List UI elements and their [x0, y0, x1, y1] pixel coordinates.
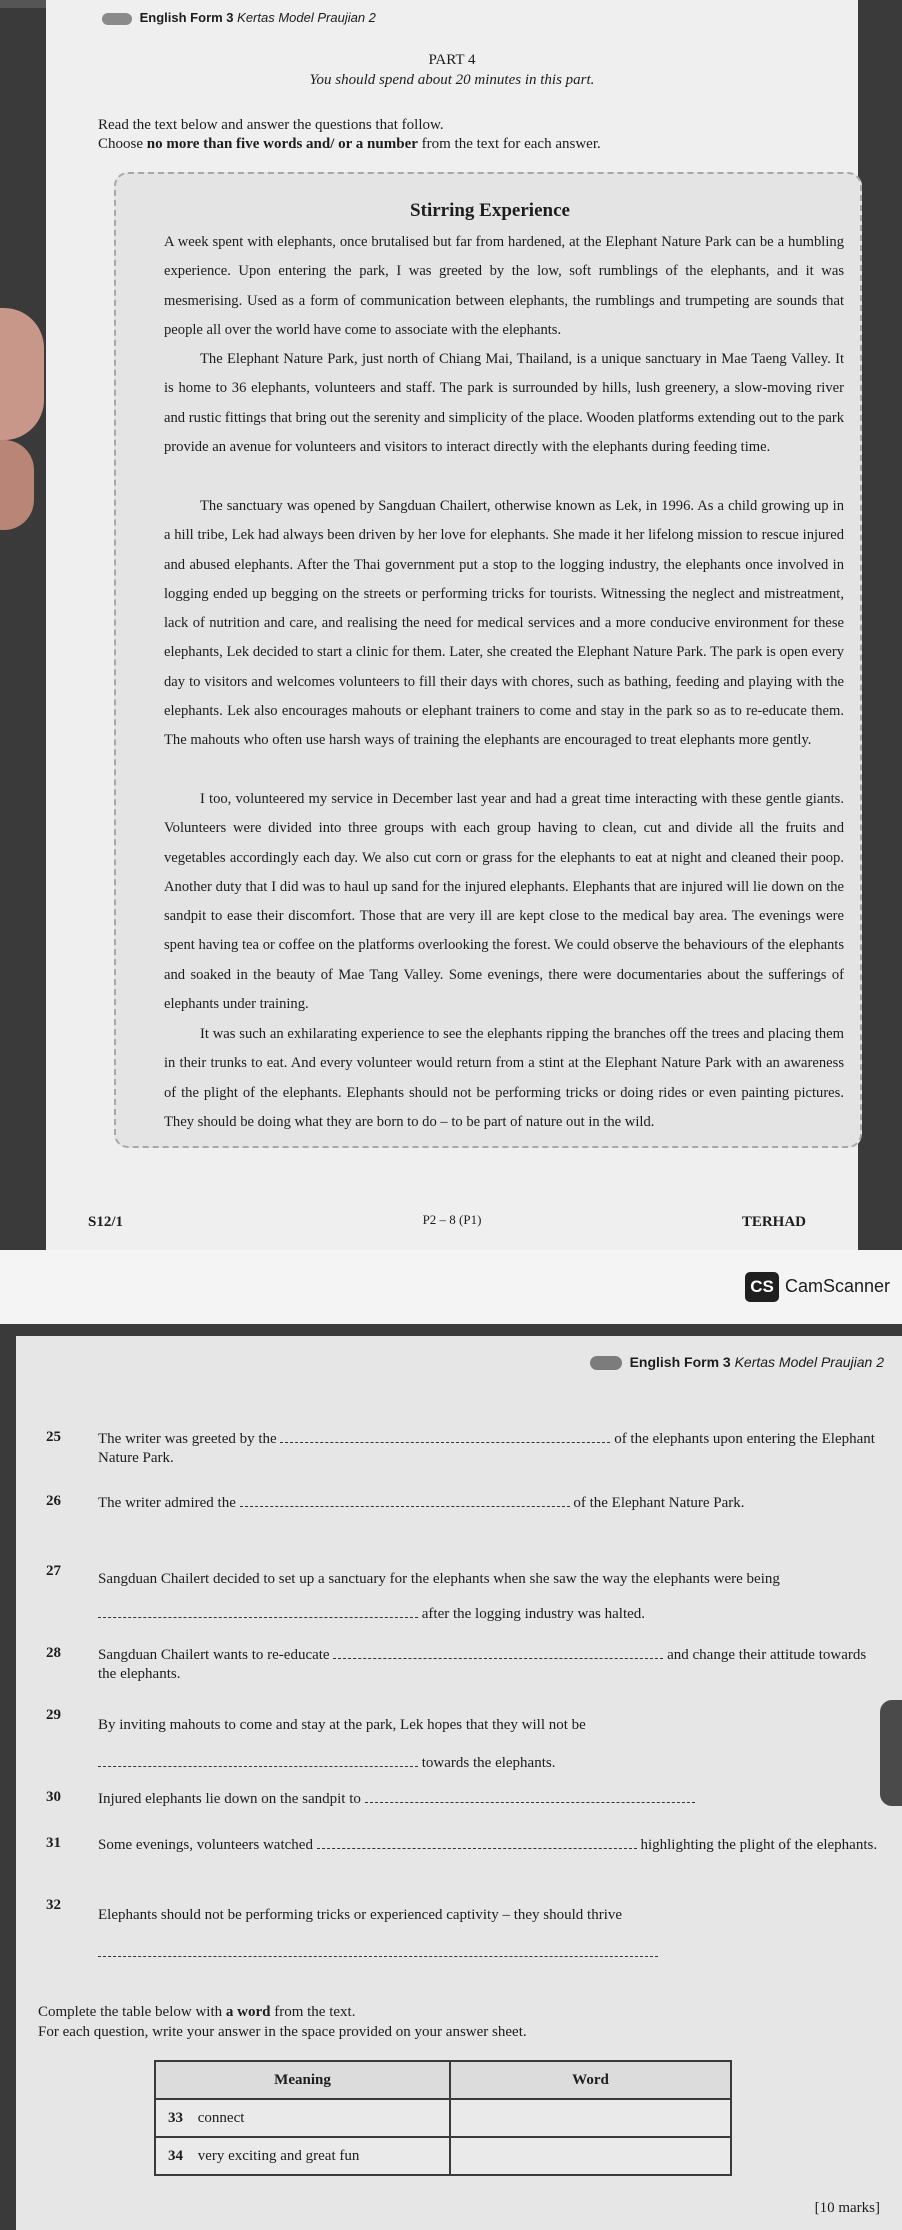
side-scroll-tab — [880, 1700, 902, 1806]
answer-blank[interactable] — [333, 1644, 663, 1659]
instruction-emphasis: a word — [225, 2004, 271, 2020]
answer-blank[interactable] — [365, 1788, 695, 1803]
instruction-choose: Choose no more than five words and/ or a number from the text for each answer. — [98, 136, 601, 152]
meaning-text: connect — [197, 2109, 245, 2126]
question-text: of the Elephant Nature Park. — [573, 1495, 745, 1511]
footer-code: S12/1 — [88, 1214, 124, 1230]
answer-blank[interactable] — [98, 1942, 658, 1957]
answer-blank[interactable] — [98, 1752, 418, 1767]
meaning-text: very exciting and great fun — [197, 2147, 360, 2164]
table-row — [155, 2099, 731, 2137]
question-text: The writer admired the — [98, 1495, 236, 1511]
question-text: and change their attitude towards the elephants. — [98, 1647, 867, 1682]
answer-blank[interactable] — [280, 1428, 610, 1443]
school-logo-icon — [590, 1356, 622, 1370]
header-paper: Kertas Model Praujian 2 — [734, 1354, 884, 1370]
table-row — [155, 2137, 731, 2175]
question-number: 27 — [46, 1563, 61, 1579]
question-text: of the elephants upon entering the Elephant Nature Park. — [98, 1431, 875, 1466]
question-text: after the logging industry was halted. — [421, 1606, 646, 1622]
question-text: Some evenings, volunteers watched — [98, 1837, 313, 1853]
thumb-shadow — [0, 308, 44, 440]
question-text: The writer was greeted by the — [98, 1431, 277, 1447]
article-box — [114, 172, 862, 1148]
page-header — [590, 1354, 884, 1370]
question-number: 33 — [168, 2109, 183, 2126]
question-text: By inviting mahouts to come and stay at the park, Lek hopes that they will not be — [98, 1717, 586, 1733]
question-number: 26 — [46, 1493, 61, 1509]
school-logo-icon — [102, 13, 132, 25]
question-number: 34 — [168, 2147, 183, 2164]
table-instruction: Complete the table below with a word from the text. — [38, 2004, 356, 2020]
question-text: Elephants should not be performing tricks or experienced captivity – they should thrive — [98, 1907, 623, 1923]
article-paragraph: The Elephant Nature Park, just north of Chiang Mai, Thailand, is a unique sanctuary in Mae Taeng Valley. It is home to 36 elephants, volunteers and staff. The park is surrounded by hills, lush greenery, a slow-moving river and rustic fittings that bring out the serenity and simplicity of the place. Wooden platforms extending out to the park provide an avenue for volunteers and visitors to interact directly with the elephants during feeding time. — [164, 351, 844, 455]
question-text: Injured elephants lie down on the sandpit to — [98, 1791, 361, 1807]
exam-page-2 — [16, 1336, 902, 2230]
header-form: English Form 3 — [139, 10, 234, 25]
header-paper: Kertas Model Praujian 2 — [237, 10, 376, 25]
part-title: PART 4 — [428, 52, 476, 68]
question-text: Sangduan Chailert decided to set up a sanctuary for the elephants when she saw the way the elephants were being — [98, 1571, 780, 1587]
vocabulary-table — [154, 2060, 732, 2176]
question-number: 29 — [46, 1707, 61, 1723]
question-number: 30 — [46, 1789, 61, 1805]
instruction-read: Read the text below and answer the questions that follow. — [98, 117, 444, 133]
answer-blank[interactable] — [317, 1834, 637, 1849]
marks-label: [10 marks] — [814, 2200, 880, 2216]
article-paragraph: The sanctuary was opened by Sangduan Chailert, otherwise known as Lek, in 1996. As a child growing up in a hill tribe, Lek had always been driven by her love for elephants. She made it her lifelong mission to rescue injured and abused elephants. After the Thai government put a stop to the logging industry, the elephants once involved in logging ended up begging on the streets or performing tricks for tourists. Witnessing the neglect and mistreatment, lack of nutrition and care, and realising the need for medical services and a more conducive environment for these elephants, Lek decided to start a clinic for them. Later, she created the Elephant Nature Park. The park is open every day to visitors and welcomes volunteers to fill their days with chores, such as bathing, feeding and playing with the elephants. Lek also encourages mahouts or elephant trainers to come and stay in the park so as to re-educate them. The mahouts who often use harsh ways of training the elephants are encouraged to treat elephants more gently. — [164, 498, 844, 749]
table-header-word: Word — [450, 2061, 731, 2099]
header-form: English Form 3 — [629, 1354, 731, 1370]
camscanner-watermark-bar — [0, 1250, 902, 1324]
question-number: 25 — [46, 1429, 61, 1445]
article-paragraph: A week spent with elephants, once brutalised but far from hardened, at the Elephant Nature Park can be a humbling experience. Upon entering the park, I was greeted by the low, soft rumblings of the elephants, and it was mesmerising. Used as a form of communication between elephants, the rumblings and trumpeting are sounds that people all over the world have come to associate with the elephants. — [164, 234, 844, 338]
question-number: 28 — [46, 1645, 61, 1661]
answer-blank[interactable] — [240, 1492, 570, 1507]
table-cell-word-answer[interactable] — [450, 2099, 731, 2137]
table-instruction: For each question, write your answer in the space provided on your answer sheet. — [38, 2024, 527, 2040]
exam-page-1 — [46, 0, 858, 1250]
question-number: 31 — [46, 1835, 61, 1851]
table-cell-meaning — [155, 2099, 450, 2137]
article-paragraph: It was such an exhilarating experience to see the elephants ripping the branches off the trees and placing them in their trunks to eat. And every volunteer would return from a stint at the Elephant Nature Park with an awareness of the plight of the elephants. Elephants should not be performing tricks or doing rides or even painting pictures. They should be doing what they are born to do – to be part of nature out in the wild. — [164, 1026, 844, 1130]
camscanner-logo-icon: CS — [745, 1272, 779, 1302]
footer-page-number: P2 – 8 (P1) — [422, 1212, 482, 1227]
table-cell-word-answer[interactable] — [450, 2137, 731, 2175]
table-cell-meaning — [155, 2137, 450, 2175]
thumb-shadow — [0, 440, 34, 530]
footer-classification: TERHAD — [741, 1214, 806, 1230]
article-paragraph: I too, volunteered my service in December last year and had a great time interacting with these gentle giants. Volunteers were divided into three groups with each group having to clean, cut and divide all the fruits and vegetables accordingly each day. We also cut corn or grass for the elephants to eat at night and cleaned their poop. Another duty that I did was to haul up sand for the injured elephants. Elephants that are injured will lie down on the sandpit to ease their discomfort. Those that are very ill are kept close to the medical bay area. The evenings were spent having tea or coffee on the platforms overlooking the forest. We could observe the behaviours of the elephants and soaked in the beauty of Mae Tang Valley. Some evenings, there were documentaries about the sufferings of elephants under training. — [164, 791, 844, 1013]
question-text: towards the elephants. — [421, 1755, 556, 1771]
question-text: Sangduan Chailert wants to re-educate — [98, 1647, 330, 1663]
article-title: Stirring Experience — [410, 200, 570, 221]
camscanner-label: CamScanner — [785, 1276, 891, 1296]
time-note: You should spend about 20 minutes in this part. — [309, 72, 595, 88]
instruction-emphasis: no more than five words and/ or a number — [146, 136, 418, 152]
page-header — [102, 10, 376, 25]
question-number: 32 — [46, 1897, 61, 1913]
question-text: highlighting the plight of the elephants. — [640, 1837, 878, 1853]
answer-blank[interactable] — [98, 1603, 418, 1618]
table-header-meaning: Meaning — [155, 2061, 450, 2099]
